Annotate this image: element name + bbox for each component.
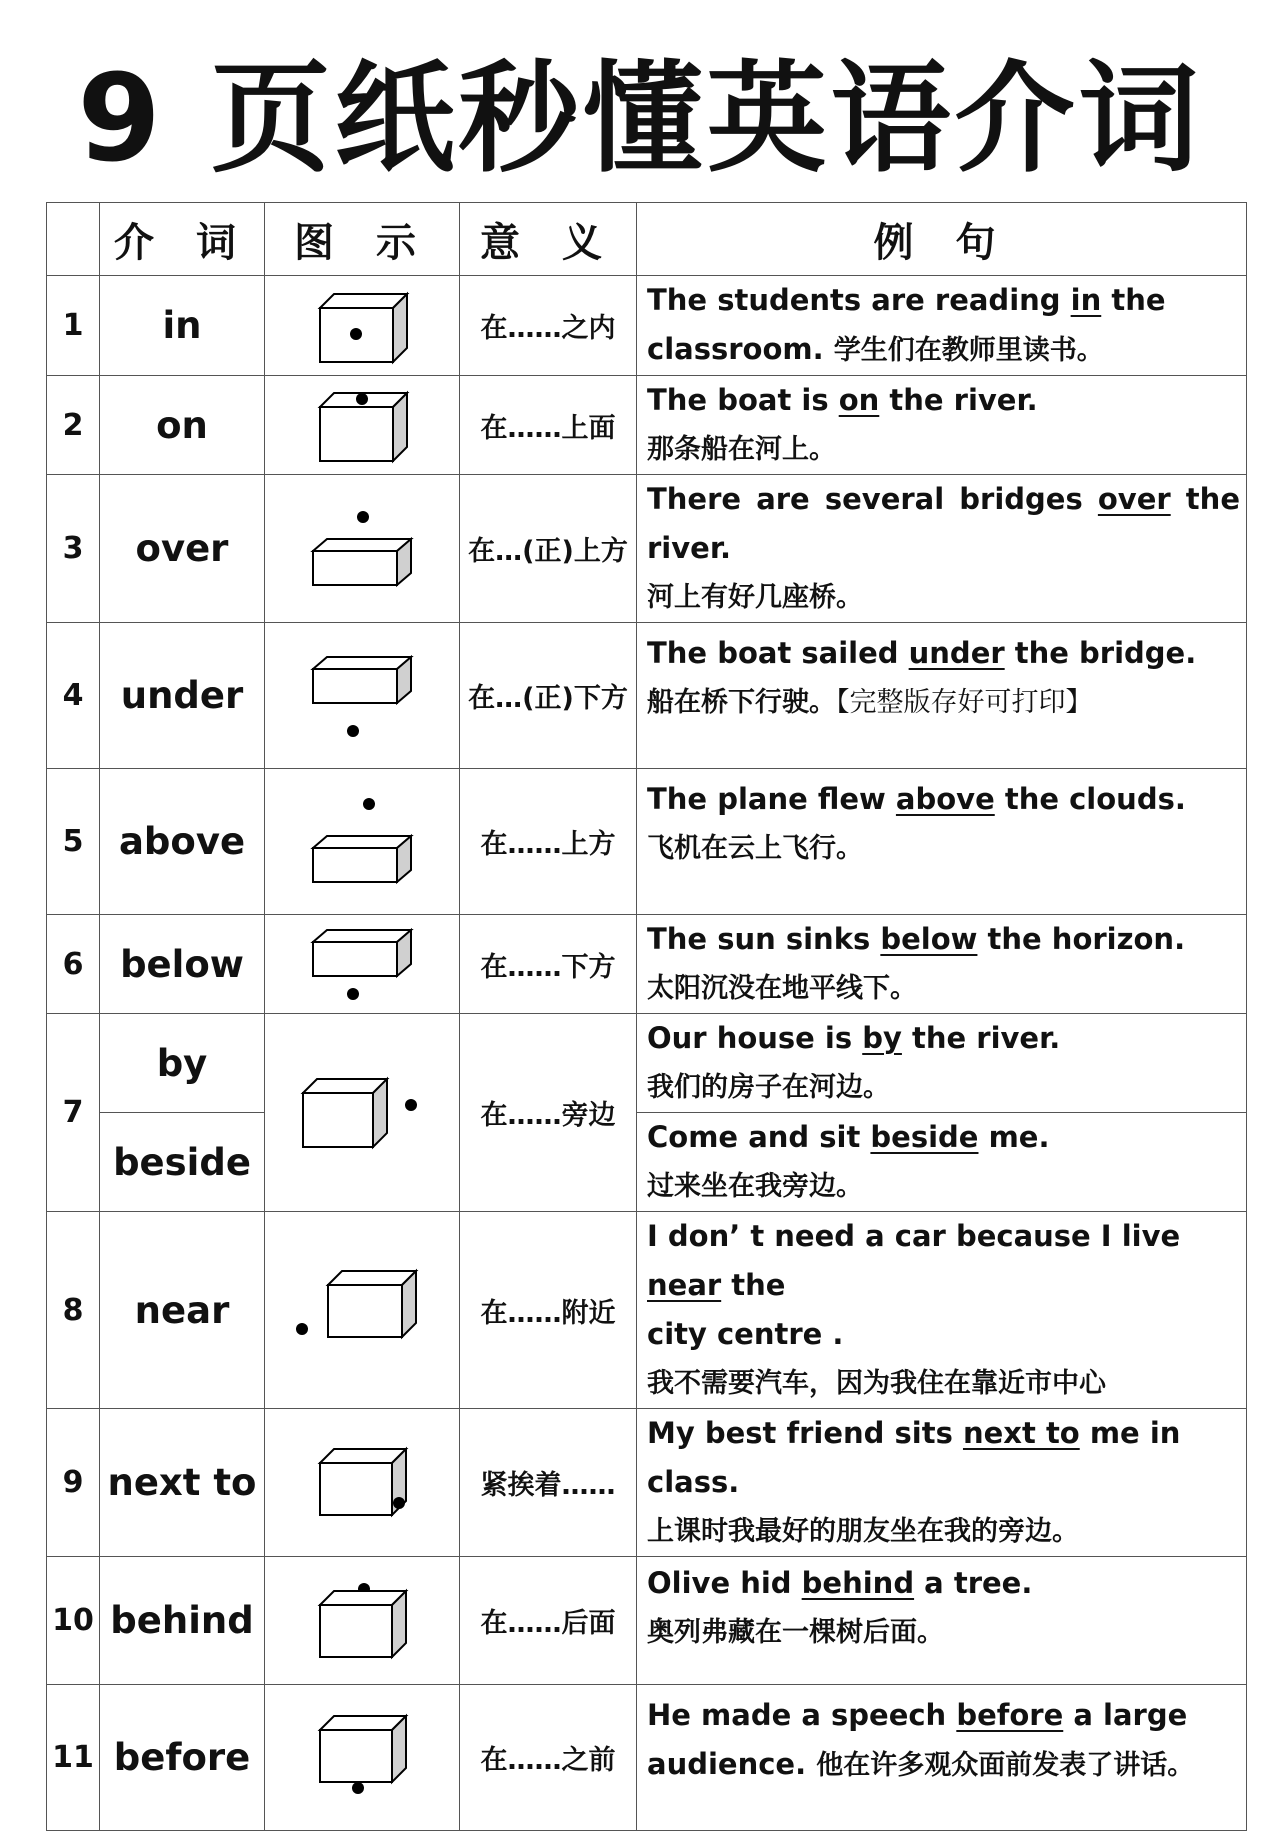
meaning: 在……之内 bbox=[460, 276, 637, 376]
figure-cell bbox=[265, 1212, 460, 1409]
header-preposition: 介 词 bbox=[100, 203, 265, 276]
table-row bbox=[47, 1212, 1247, 1409]
row-number: 5 bbox=[47, 769, 100, 915]
preposition: before bbox=[100, 1685, 265, 1831]
figure-cell bbox=[265, 276, 460, 376]
table-row bbox=[47, 769, 1247, 915]
table-row bbox=[47, 1557, 1247, 1685]
figure-cell bbox=[265, 915, 460, 1014]
box-dot-above-icon bbox=[307, 794, 417, 890]
figure-cell bbox=[265, 475, 460, 623]
box-dot-behind-icon bbox=[312, 1579, 412, 1663]
row-number: 3 bbox=[47, 475, 100, 623]
figure-cell bbox=[265, 623, 460, 769]
figure-cell bbox=[265, 376, 460, 475]
table-row bbox=[47, 1685, 1247, 1831]
box-dot-on-top-icon bbox=[312, 385, 412, 465]
row-number: 2 bbox=[47, 376, 100, 475]
box-dot-inside-icon bbox=[312, 286, 412, 366]
example-sentence: The sun sinks below the horizon. 太阳沉没在地平线下。 bbox=[637, 915, 1247, 1014]
example-sentence: I don’ t need a car because I live near the city centre . 我不需要汽车，因为我住在靠近市中心 bbox=[637, 1212, 1247, 1409]
meaning: 在…(正)下方 bbox=[460, 623, 637, 769]
row-number: 4 bbox=[47, 623, 100, 769]
meaning: 在…(正)上方 bbox=[460, 475, 637, 623]
table-row bbox=[47, 475, 1247, 623]
preposition: below bbox=[100, 915, 265, 1014]
example-sentence: The students are reading in the classroom. 学生们在教师里读书。 bbox=[637, 276, 1247, 376]
preposition: over bbox=[100, 475, 265, 623]
table-row bbox=[47, 1014, 1247, 1113]
row-number: 10 bbox=[47, 1557, 100, 1685]
table-row bbox=[47, 915, 1247, 1014]
table-row bbox=[47, 623, 1247, 769]
table-row bbox=[47, 1113, 1247, 1212]
preposition: beside bbox=[100, 1113, 265, 1212]
box-dot-under-icon bbox=[307, 651, 417, 741]
example-sentence: Our house is by the river. 我们的房子在河边。 bbox=[637, 1014, 1247, 1113]
row-number: 1 bbox=[47, 276, 100, 376]
meaning: 在……后面 bbox=[460, 1557, 637, 1685]
row-number: 7 bbox=[47, 1014, 100, 1212]
figure-cell bbox=[265, 1014, 460, 1212]
header-num bbox=[47, 203, 100, 276]
meaning: 紧挨着…… bbox=[460, 1409, 637, 1557]
table-header-row bbox=[47, 203, 1247, 276]
preposition: near bbox=[100, 1212, 265, 1409]
figure-cell bbox=[265, 1409, 460, 1557]
table-row bbox=[47, 276, 1247, 376]
box-dot-over-icon bbox=[307, 507, 417, 591]
example-sentence: He made a speech before a large audience. 他在许多观众面前发表了讲话。 bbox=[637, 1685, 1247, 1831]
example-sentence: The boat sailed under the bridge. 船在桥下行驶。【完整版存好可打印】 bbox=[637, 623, 1247, 769]
example-sentence: The boat is on the river. 那条船在河上。 bbox=[637, 376, 1247, 475]
example-sentence: Olive hid behind a tree. 奥列弗藏在一棵树后面。 bbox=[637, 1557, 1247, 1685]
header-meaning: 意 义 bbox=[460, 203, 637, 276]
example-sentence: There are several bridges over the river. 河上有好几座桥。 bbox=[637, 475, 1247, 623]
figure-cell bbox=[265, 769, 460, 915]
preposition: under bbox=[100, 623, 265, 769]
row-number: 11 bbox=[47, 1685, 100, 1831]
preposition: in bbox=[100, 276, 265, 376]
meaning: 在……之前 bbox=[460, 1685, 637, 1831]
preposition: next to bbox=[100, 1409, 265, 1557]
preposition-table bbox=[46, 202, 1247, 1831]
example-sentence: The plane flew above the clouds. 飞机在云上飞行。 bbox=[637, 769, 1247, 915]
header-figure: 图 示 bbox=[265, 203, 460, 276]
example-sentence: My best friend sits next to me in class. 上课时我最好的朋友坐在我的旁边。 bbox=[637, 1409, 1247, 1557]
figure-cell bbox=[265, 1685, 460, 1831]
meaning: 在……上方 bbox=[460, 769, 637, 915]
box-dot-near-icon bbox=[292, 1265, 432, 1355]
meaning: 在……下方 bbox=[460, 915, 637, 1014]
preposition: above bbox=[100, 769, 265, 915]
meaning: 在……附近 bbox=[460, 1212, 637, 1409]
box-dot-below-icon bbox=[307, 924, 417, 1004]
preposition: behind bbox=[100, 1557, 265, 1685]
row-number: 9 bbox=[47, 1409, 100, 1557]
table-row bbox=[47, 376, 1247, 475]
meaning: 在……上面 bbox=[460, 376, 637, 475]
box-dot-next-to-icon bbox=[312, 1443, 412, 1523]
preposition: by bbox=[100, 1014, 265, 1113]
table-row bbox=[47, 1409, 1247, 1557]
box-dot-before-icon bbox=[312, 1710, 412, 1806]
meaning: 在……旁边 bbox=[460, 1014, 637, 1212]
figure-cell bbox=[265, 1557, 460, 1685]
example-sentence: Come and sit beside me. 过来坐在我旁边。 bbox=[637, 1113, 1247, 1212]
header-example: 例 句 bbox=[637, 203, 1247, 276]
row-number: 6 bbox=[47, 915, 100, 1014]
page-title: 9 页纸秒懂英语介词 bbox=[77, 50, 1203, 189]
preposition: on bbox=[100, 376, 265, 475]
box-dot-beside-icon bbox=[297, 1071, 427, 1155]
row-number: 8 bbox=[47, 1212, 100, 1409]
